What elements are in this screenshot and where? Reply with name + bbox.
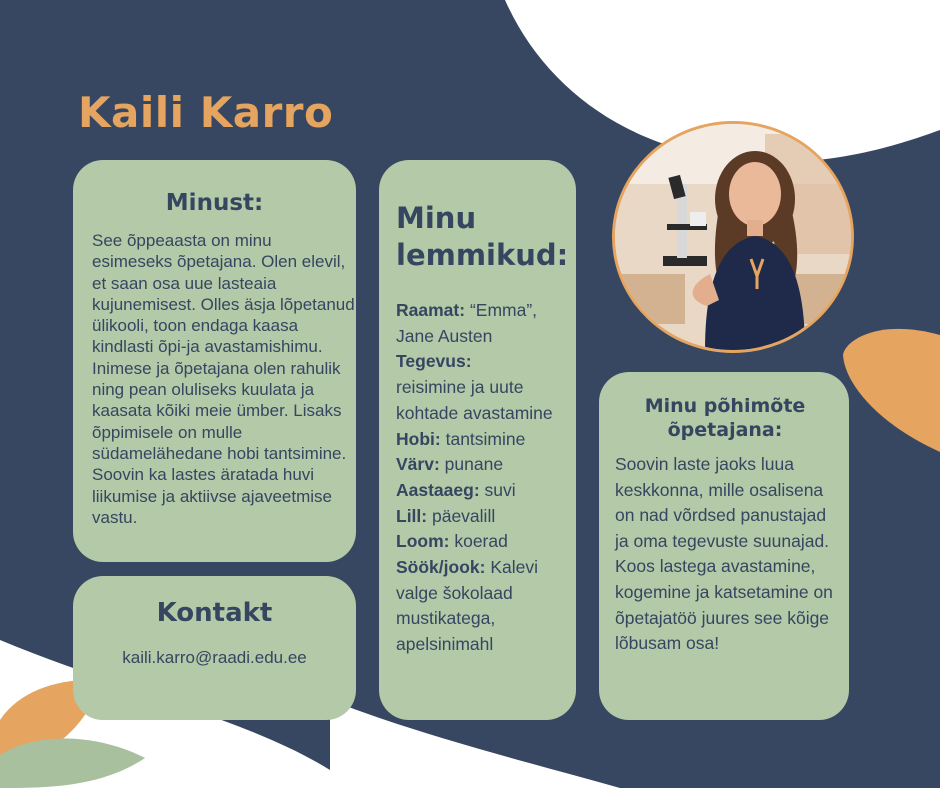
- principle-heading: Minu põhimõte õpetajana:: [644, 395, 806, 441]
- principle-text: Soovin laste jaoks luua keskkonna, mille osalisena on nad võrdsed panustajad ja oma tegevuste suunajad. Koos lastega avastamine, kogemine ja katsetamine on õpetajatöö juures see kõige lõbusam osa!: [615, 454, 833, 654]
- fav-value-flower: päevalill: [431, 505, 496, 526]
- fav-value-book: “Emma”, Jane Austen: [396, 300, 538, 346]
- fav-label-food: Söök/jook:: [396, 557, 486, 578]
- contact-email[interactable]: kaili.karro@raadi.edu.ee: [122, 648, 307, 667]
- fav-label-season: Aastaaeg:: [396, 479, 480, 500]
- fav-label-color: Värv:: [396, 454, 440, 475]
- fav-value-activity: reisimine ja uute kohtade avastamine: [396, 377, 553, 423]
- fav-label-animal: Loom:: [396, 531, 450, 552]
- about-heading: Minust:: [165, 190, 264, 216]
- fav-label-book: Raamat:: [396, 300, 466, 320]
- favorites-list: [396, 298, 576, 658]
- about-text: See õppeaasta on minu esimeseks õpetajana. Olen elevil, et saan osa uue lasteaia kujunemisest. Olles äsja lõpetanud ülikooli, toon endaga kaasa kindlasti õpi-ja avastamishimu. Inimese ja õpetajana olen rahulik ning pean oluliseks kuulata ja kaasata kõiki meie ümber. Lisaks õppimisele on mulle südamelähedane hobi tantsimine. Soovin ka lastes äratada huvi liikumise ja aktiivse ajaveetmise vastu.: [92, 231, 355, 527]
- portrait-illustration: [615, 124, 851, 350]
- favorites-card: [379, 160, 576, 720]
- contact-card: [73, 576, 356, 720]
- fav-value-season: suvi: [484, 479, 516, 500]
- portrait-photo: [612, 121, 854, 353]
- fav-label-hobby: Hobi:: [396, 428, 441, 449]
- fav-label-activity: Tegevus:: [396, 351, 472, 372]
- fav-value-hobby: tantsimine: [445, 428, 526, 449]
- fav-value-animal: koerad: [454, 531, 508, 552]
- about-card: [73, 160, 356, 562]
- favorites-heading: Minu lemmikud:: [396, 201, 569, 272]
- page-title: Kaili Karro: [78, 88, 334, 137]
- fav-value-food: Kalevi valge šokolaad mustikatega, apelsinimahl: [396, 557, 538, 655]
- principle-card: [599, 372, 849, 720]
- fav-value-color: punane: [444, 454, 504, 475]
- fav-label-flower: Lill:: [396, 505, 428, 526]
- contact-heading: Kontakt: [156, 598, 273, 628]
- orange-leaf-right: [843, 329, 940, 452]
